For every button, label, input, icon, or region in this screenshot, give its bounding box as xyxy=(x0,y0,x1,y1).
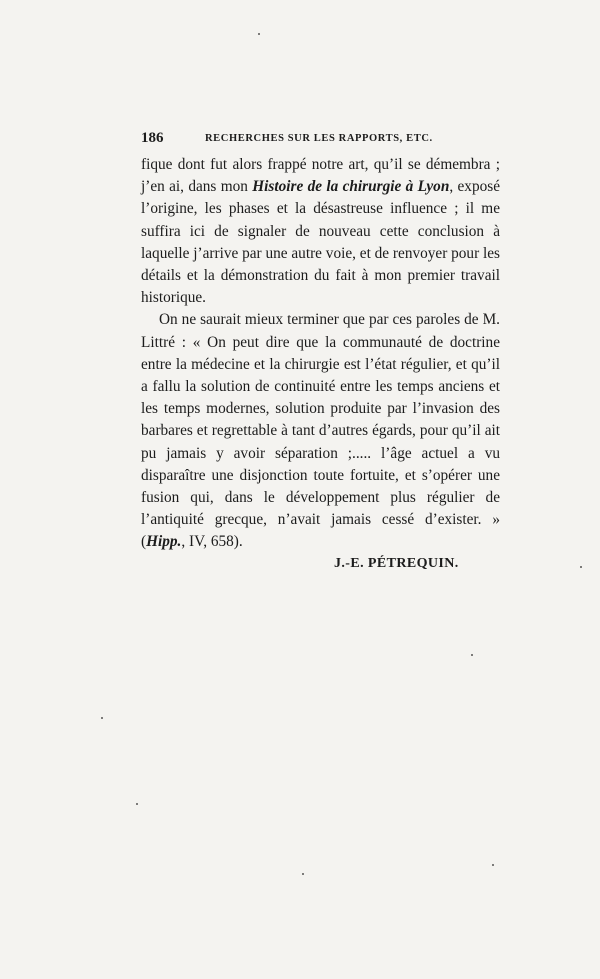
scan-speck xyxy=(471,654,473,656)
scan-speck xyxy=(580,566,582,568)
page-header xyxy=(141,130,499,150)
running-head: RECHERCHES SUR LES RAPPORTS, ETC. xyxy=(205,133,433,144)
paragraph-1 xyxy=(141,154,500,309)
scan-speck xyxy=(101,717,103,719)
author-signature: J.-E. PÉTREQUIN. xyxy=(334,556,459,571)
scan-speck xyxy=(136,803,138,805)
paragraph-2-text-b: , IV, 658). xyxy=(181,533,243,551)
paragraph-1-text-b: , exposé l’origine, les phases et la désastreuse influence ; il me suffira ici de signaler de nouveau cette conclusion à laquelle j’arrive par une autre voie, et de renvoyer pour les détails et la démonstration du fait à mon premier travail historique. xyxy=(141,178,500,307)
scan-speck xyxy=(302,873,304,875)
citation-title-italic: Hipp. xyxy=(146,533,182,551)
page-number: 186 xyxy=(141,130,164,146)
body-text xyxy=(141,154,500,554)
scan-speck xyxy=(258,33,260,35)
scan-speck xyxy=(492,864,494,866)
paragraph-1-text-a: fique dont fut alors frappé notre art, qu’il se démembra ; j’en ai, dans mon xyxy=(141,156,500,196)
book-title-italic: Histoire de la chirurgie à Lyon xyxy=(252,178,450,196)
paragraph-2 xyxy=(141,309,500,553)
paragraph-2-text-a: On ne saurait mieux terminer que par ces paroles de M. Littré : « On peut dire que la communauté de doctrine entre la médecine et la chirurgie est l’état régulier, et qu’il a fallu la solution de continuité entre les temps anciens et les temps modernes, solution produite par l’invasion des barbares et regrettable à tant d’autres égards, pour qu’il ait pu jamais y avoir séparation ;..... l’âge actuel a vu disparaître une disjonction toute fortuite, et s’opérer une fusion qui, dans le développement plus régulier de l’antiquité grecque, n’avait jamais cessé d’exister. » ( xyxy=(141,311,500,551)
